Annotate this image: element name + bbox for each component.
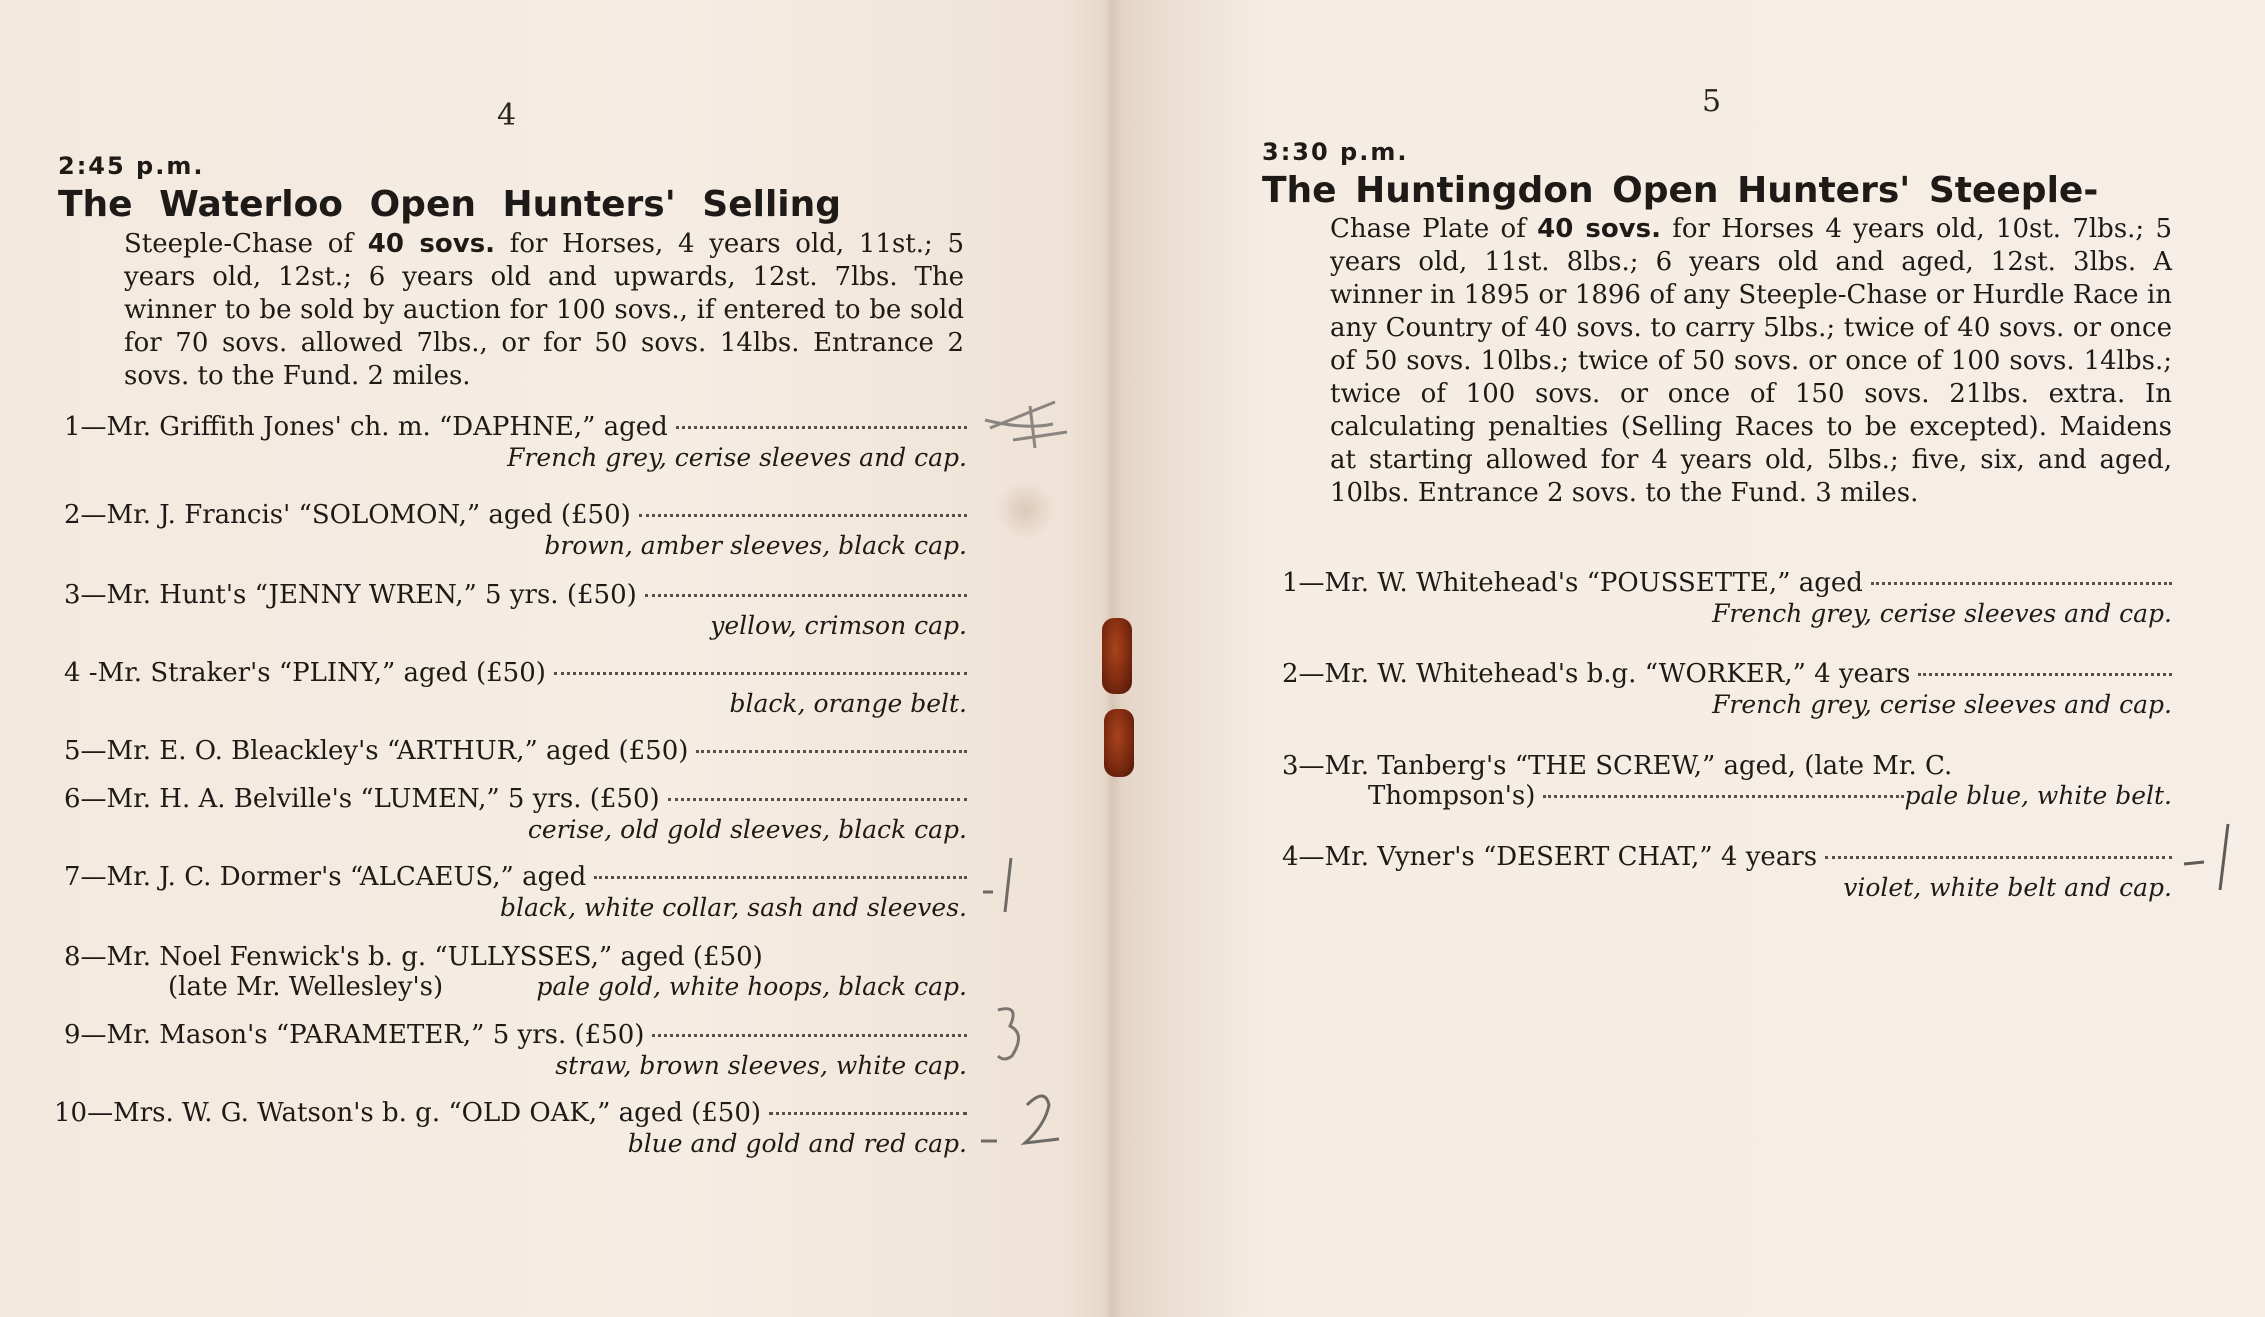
pencil-mark-1: [2180, 818, 2240, 898]
dot-leader: [645, 594, 967, 597]
list-item: [64, 412, 967, 474]
conditions-text: for Horses 4 years old, 10st. 7lbs.; 5 years old, 11st. 8lbs.; 6 years old and aged, 12st. 3lbs. A winner in 1895 or 1896 of any Steeple-Chase or Hurdle Race in any Country of 40 sovs. to carry 5lbs.; twice of 40 sovs. or once of 50 sovs. 10lbs.; twice of 50 sovs. or once of 100 sovs. 14lbs.; twice of 100 sovs. or once of 150 sovs. 21lbs. extra. In calculating penalties (Selling Races to be excepted). Maidens at starting allowed for 4 years old, 5lbs.; five, six, and aged, 10lbs. Entrance 2 sovs. to the Fund. 3 miles.: [1330, 214, 2173, 508]
pencil-mark-1: [975, 850, 1025, 920]
race-title: The Waterloo Open Hunters' Selling: [58, 184, 842, 225]
entry-description: Mr. Tanberg's “THE SCREW,” aged, (late Mr. C.: [1324, 751, 1953, 781]
racing-colours: black, orange belt.: [729, 689, 967, 718]
page-number: 4: [497, 98, 517, 133]
list-item: [1282, 751, 2172, 811]
race-time: 3:30 p.m.: [1262, 138, 1409, 166]
entry-number: 5—: [64, 736, 107, 766]
list-item: [1282, 842, 2172, 904]
prize-amount: 40 sovs.: [367, 229, 496, 259]
entry-number: 3—: [64, 580, 107, 610]
stain: [995, 480, 1055, 540]
dot-leader: [554, 672, 967, 675]
list-item: [64, 1020, 967, 1082]
entry-number: 8—: [64, 942, 107, 972]
dot-leader: [1543, 795, 1904, 798]
entry-description: Mr. H. A. Belville's “LUMEN,” 5 yrs. (£50): [106, 784, 660, 814]
entry-number: 4 -: [64, 658, 98, 688]
dot-leader: [696, 750, 967, 753]
list-item: [64, 942, 967, 1002]
list-item: [1282, 659, 2172, 721]
racing-colours: blue and gold and red cap.: [627, 1129, 967, 1158]
entry-description: Mr. E. O. Bleackley's “ARTHUR,” aged (£50): [106, 736, 689, 766]
prize-amount: 40 sovs.: [1537, 214, 1661, 244]
dot-leader: [639, 514, 967, 517]
racing-colours: French grey, cerise sleeves and cap.: [507, 443, 967, 472]
racing-colours: cerise, old gold sleeves, black cap.: [527, 815, 967, 844]
entry-description: Mrs. W. G. Watson's b. g. “OLD OAK,” aged (£50): [113, 1098, 762, 1128]
list-item: [1282, 568, 2172, 630]
dot-leader: [652, 1034, 967, 1037]
pencil-mark-3: [990, 1000, 1030, 1070]
list-item: [54, 1098, 967, 1160]
racing-colours: violet, white belt and cap.: [1843, 873, 2172, 902]
dot-leader: [769, 1112, 967, 1115]
entry-number: 9—: [64, 1020, 107, 1050]
dot-leader: [594, 876, 967, 879]
entry-description: Mr. Straker's “PLINY,” aged (£50): [97, 658, 546, 688]
race-conditions: [124, 228, 964, 393]
race-time: 2:45 p.m.: [58, 152, 205, 180]
list-item: [64, 580, 967, 642]
entry-number: 4—: [1282, 842, 1325, 872]
entry-description: Mr. W. Whitehead's “POUSSETTE,” aged: [1324, 568, 1863, 598]
entry-list: [54, 410, 967, 1180]
racing-colours: French grey, cerise sleeves and cap.: [1712, 599, 2172, 628]
rusted-staple-top: [1102, 618, 1132, 694]
entry-number: 1—: [1282, 568, 1325, 598]
dot-leader: [668, 798, 967, 801]
entry-number: 3—: [1282, 751, 1325, 781]
racing-colours: brown, amber sleeves, black cap.: [544, 531, 967, 560]
entry-note: (late Mr. Wellesley's): [168, 972, 444, 1002]
racing-colours: pale blue, white belt.: [1904, 781, 2172, 810]
dot-leader: [676, 426, 967, 429]
racing-colours: straw, brown sleeves, white cap.: [555, 1051, 967, 1080]
entry-note: Thompson's): [1368, 781, 1536, 811]
entry-description: Mr. Griffith Jones' ch. m. “DAPHNE,” aged: [106, 412, 668, 442]
list-item: [64, 862, 967, 924]
racing-colours: French grey, cerise sleeves and cap.: [1712, 690, 2172, 719]
list-item: [64, 736, 967, 766]
entry-description: Mr. Noel Fenwick's b. g. “ULLYSSES,” aged (£50): [106, 942, 763, 972]
entry-description: Mr. W. Whitehead's b.g. “WORKER,” 4 years: [1324, 659, 1911, 689]
pencil-mark-2: [975, 1085, 1085, 1155]
conditions-text: for Horses, 4 years old, 11st.; 5 years old, 12st.; 6 years old and upwards, 12st. 7lbs. The winner to be sold by auction for 100 sovs., if entered to be sold for 70 sovs. allowed 7lbs., or for 50 sovs. 14lbs. Entrance 2 sovs. to the Fund. 2 miles.: [124, 229, 965, 391]
conditions-text: Steeple-Chase of: [124, 229, 368, 259]
entry-description: Mr. Hunt's “JENNY WREN,” 5 yrs. (£50): [106, 580, 637, 610]
racing-colours: black, white collar, sash and sleeves.: [500, 893, 967, 922]
dot-leader: [1918, 673, 2172, 676]
racing-colours: yellow, crimson cap.: [710, 611, 967, 640]
entry-number: 7—: [64, 862, 107, 892]
list-item: [64, 658, 967, 720]
race-conditions: [1330, 213, 2172, 510]
entry-description: Mr. Vyner's “DESERT CHAT,” 4 years: [1324, 842, 1818, 872]
dot-leader: [1871, 582, 2172, 585]
entry-description: Mr. J. C. Dormer's “ALCAEUS,” aged: [106, 862, 587, 892]
conditions-text: Chase Plate of: [1330, 214, 1538, 244]
rusted-staple-bottom: [1104, 709, 1134, 777]
pencil-mark-4: [975, 390, 1075, 460]
page-number: 5: [1702, 84, 1722, 119]
list-item: [64, 784, 967, 846]
dot-leader: [1825, 856, 2172, 859]
entry-number: 2—: [64, 500, 107, 530]
entry-number: 1—: [64, 412, 107, 442]
entry-description: Mr. Mason's “PARAMETER,” 5 yrs. (£50): [106, 1020, 645, 1050]
entry-number: 10—: [54, 1098, 114, 1128]
race-title: The Huntingdon Open Hunters' Steeple-: [1262, 170, 2099, 211]
list-item: [64, 500, 967, 562]
entry-number: 6—: [64, 784, 107, 814]
entry-description: Mr. J. Francis' “SOLOMON,” aged (£50): [106, 500, 631, 530]
entry-list: [1282, 568, 2172, 908]
entry-number: 2—: [1282, 659, 1325, 689]
racing-colours: pale gold, white hoops, black cap.: [536, 972, 967, 1001]
